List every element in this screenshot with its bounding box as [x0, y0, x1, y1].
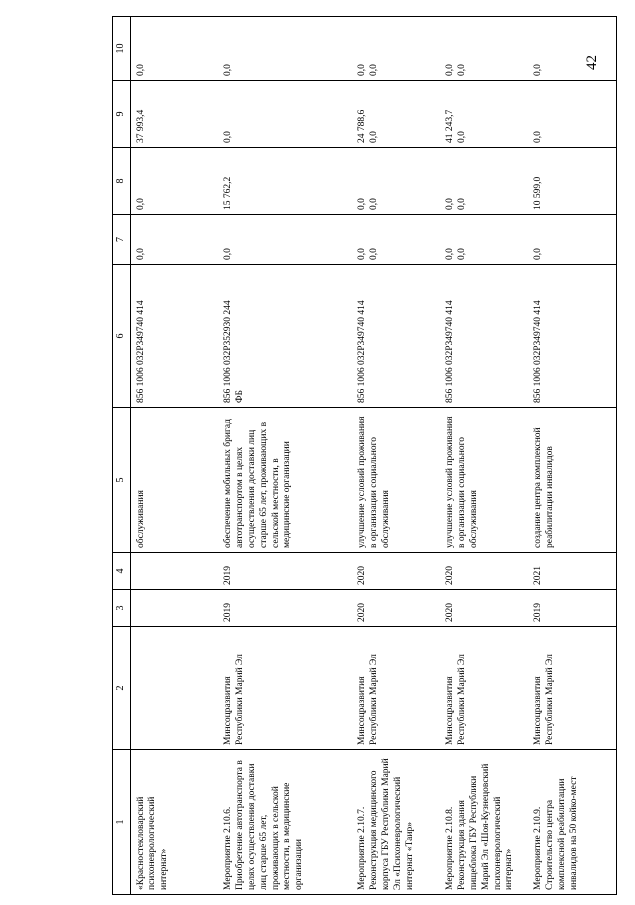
cell-start-year: 2020	[440, 590, 528, 627]
col-header: 9	[113, 81, 131, 148]
cell-measure: «Красностекловарский психоневрологический интернат»	[130, 750, 218, 895]
cell-value: 0,0 0,0	[440, 148, 528, 215]
cell-executor: Минсоцразвития Республики Марий Эл	[352, 627, 440, 750]
cell-executor: Минсоцразвития Республики Марий Эл	[218, 627, 352, 750]
cell-result: улучшение условий проживания в организации социального обслуживания	[352, 408, 440, 553]
cell-budget-code: 856 1006 032P349740 414	[352, 265, 440, 408]
cell-result: обслуживания	[130, 408, 218, 553]
cell-executor: Минсоцразвития Республики Марий Эл	[440, 627, 528, 750]
cell-end-year: 2021	[528, 553, 616, 590]
cell-value: 0,0	[218, 81, 352, 148]
cell-start-year: 2019	[528, 590, 616, 627]
table-row	[528, 17, 616, 895]
cell-budget-code: 856 1006 032P349740 414	[528, 265, 616, 408]
col-header: 1	[113, 750, 131, 895]
cell-budget-code: 856 1006 032P352930 244 ФБ	[218, 265, 352, 408]
cell-end-year	[130, 553, 218, 590]
col-header: 8	[113, 148, 131, 215]
cell-value: 0,0	[130, 215, 218, 265]
cell-value: 0,0 0,0	[440, 17, 528, 81]
col-header: 3	[113, 590, 131, 627]
cell-value: 0,0	[528, 17, 616, 81]
cell-result: обеспечение мобильных бригад автотранспортом в целях осуществления доставки лиц старше 65 лет, проживающих в сельской местности, в медицинские организации	[218, 408, 352, 553]
cell-value: 0,0	[218, 215, 352, 265]
cell-value: 24 788,6 0,0	[352, 81, 440, 148]
cell-value: 0,0 0,0	[440, 215, 528, 265]
cell-value: 0,0 0,0	[352, 215, 440, 265]
measures-table	[112, 16, 617, 895]
cell-value: 37 993,4	[130, 81, 218, 148]
table-row	[440, 17, 528, 895]
cell-measure: Мероприятие 2.10.8. Реконструкция здания пищеблока ГБУ Республики Марий Эл «Шоя-Кузнецовский психоневрологический интернат»	[440, 750, 528, 895]
cell-budget-code: 856 1006 032P349740 414	[130, 265, 218, 408]
cell-end-year: 2020	[352, 553, 440, 590]
header-row	[113, 17, 131, 895]
cell-measure: Мероприятие 2.10.6. Приобретение автотранспорта в целях осуществления доставки лиц старше 65 лет, проживающих в сельской местности, в медицинские организации	[218, 750, 352, 895]
cell-value: 0,0 0,0	[352, 148, 440, 215]
cell-value: 41 243,7 0,0	[440, 81, 528, 148]
col-header: 4	[113, 553, 131, 590]
col-header: 10	[113, 17, 131, 81]
cell-value: 0,0	[130, 148, 218, 215]
cell-value: 0,0	[130, 17, 218, 81]
cell-value: 0,0 0,0	[352, 17, 440, 81]
cell-start-year: 2020	[352, 590, 440, 627]
cell-value: 0,0	[528, 215, 616, 265]
page-number: 42	[584, 55, 600, 70]
cell-value: 0,0	[528, 81, 616, 148]
cell-value: 0,0	[218, 17, 352, 81]
cell-result: создание центра комплексной реабилитации инвалидов	[528, 408, 616, 553]
table-row	[130, 17, 218, 895]
col-header: 2	[113, 627, 131, 750]
col-header: 7	[113, 215, 131, 265]
cell-executor	[130, 627, 218, 750]
cell-result: улучшение условий проживания в организации социального обслуживания	[440, 408, 528, 553]
cell-measure: Мероприятие 2.10.9. Строительство центра комплексной реабилитации инвалидов на 50 койко-мест	[528, 750, 616, 895]
cell-measure: Мероприятие 2.10.7. Реконструкция медицинского корпуса ГБУ Республики Марий Эл «Психоневрологический интернат «Таир»	[352, 750, 440, 895]
cell-budget-code: 856 1006 032P349740 414	[440, 265, 528, 408]
cell-end-year: 2019	[218, 553, 352, 590]
table-row	[352, 17, 440, 895]
table-row	[218, 17, 352, 895]
col-header: 5	[113, 408, 131, 553]
cell-end-year: 2020	[440, 553, 528, 590]
cell-value: 15 762,2	[218, 148, 352, 215]
cell-start-year	[130, 590, 218, 627]
cell-start-year: 2019	[218, 590, 352, 627]
cell-executor: Минсоцразвития Республики Марий Эл	[528, 627, 616, 750]
col-header: 6	[113, 265, 131, 408]
cell-value: 10 599,0	[528, 148, 616, 215]
